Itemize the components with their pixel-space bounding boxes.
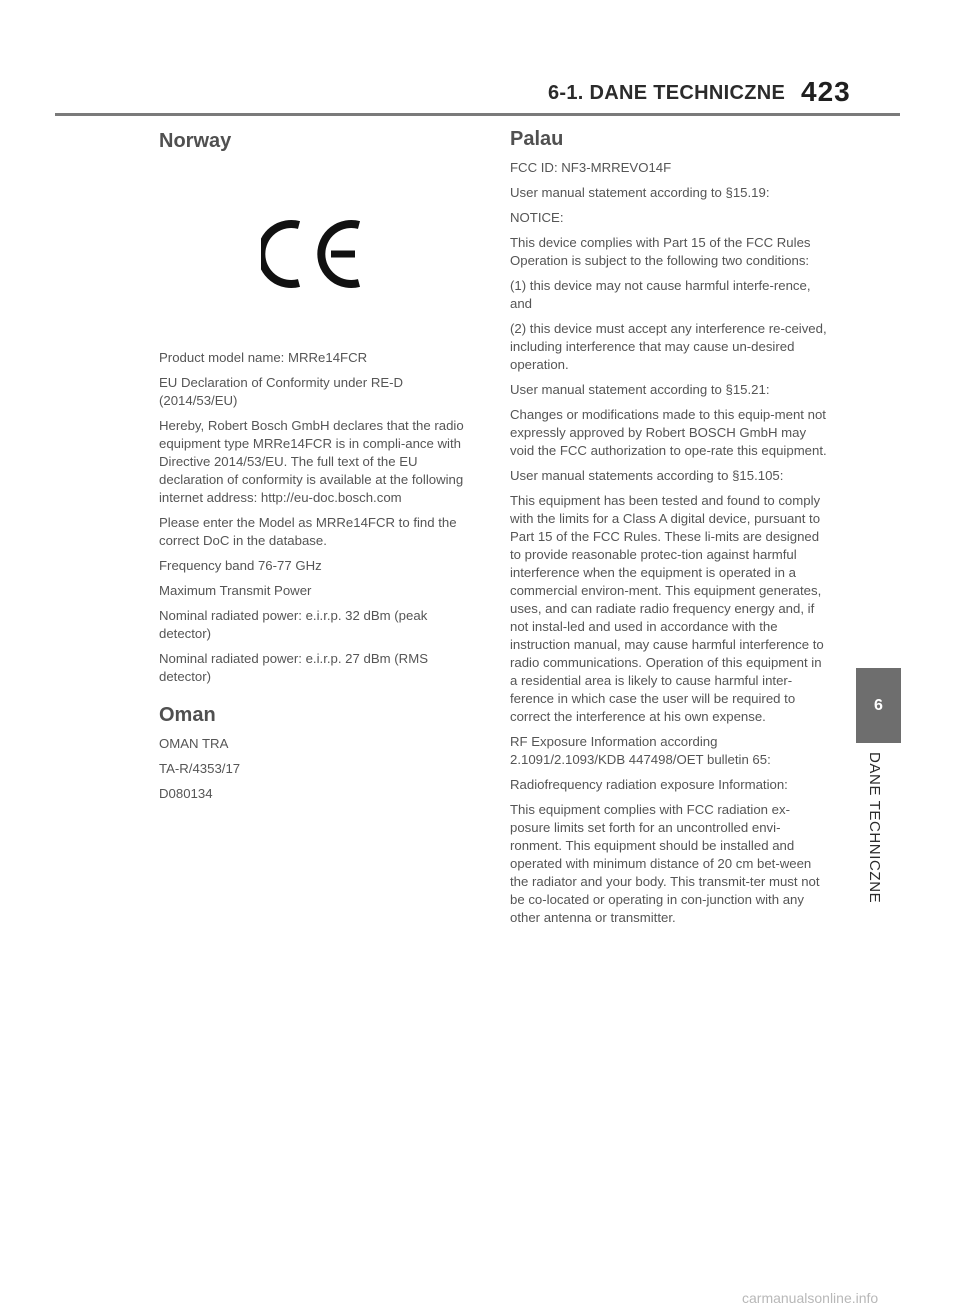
- palau-heading: Palau: [510, 128, 564, 150]
- norway-heading: Norway: [159, 130, 232, 152]
- palau-paragraph: User manual statements according to §15.105:: [510, 468, 784, 483]
- palau-paragraph: Radiofrequency radiation exposure Information:: [510, 777, 788, 792]
- oman-paragraph: TA-R/4353/17: [159, 761, 241, 776]
- norway-paragraph: Hereby, Robert Bosch GmbH declares that the radio equipment type MRRe14FCR is in compli-ance with Directive 2014/53/EU. The full text of the EU declaration of conformity is available at the following internet address: http://eu-doc.bosch.com: [159, 418, 464, 505]
- oman-heading: Oman: [159, 704, 216, 726]
- norway-paragraph: Please enter the Model as MRRe14FCR to find the correct DoC in the database.: [159, 515, 457, 548]
- palau-paragraph: RF Exposure Information according 2.1091/2.1093/KDB 447498/OET bulletin 65:: [510, 734, 771, 767]
- norway-paragraph: Nominal radiated power: e.i.r.p. 27 dBm (RMS detector): [159, 651, 428, 684]
- section-title: 6-1. DANE TECHNICZNE: [548, 82, 786, 104]
- norway-paragraph: EU Declaration of Conformity under RE-D (2014/53/EU): [159, 375, 404, 408]
- norway-paragraph: Maximum Transmit Power: [159, 583, 312, 598]
- right-column: [510, 128, 828, 934]
- palau-paragraph: This device complies with Part 15 of the FCC Rules Operation is subject to the following two conditions:: [510, 235, 811, 268]
- palau-paragraph: (1) this device may not cause harmful interfe-rence, and: [510, 278, 811, 311]
- chapter-number: 6: [874, 696, 883, 714]
- oman-paragraph: OMAN TRA: [159, 736, 229, 751]
- palau-paragraph: This equipment has been tested and found to comply with the limits for a Class A digital device, pursuant to Part 15 of the FCC Rules. These li-mits are designed to provide reasonable protec-tion against harmful interference when the equipment is operated in a commercial environ-ment. This equipment generates, uses, and can radiate radio frequency energy and, if not instal-led and used in accordance with the instruction manual, may cause harmful interference to radio communications. Operation of this equipment in a residential area is likely to cause harmful inter-ference in which case the user will be required to correct the interference at his own expense.: [510, 493, 824, 724]
- ce-mark-icon: [261, 219, 381, 289]
- palau-paragraph: This equipment complies with FCC radiation ex-posure limits set forth for an uncontrolled envi-ronment. This equipment should be installed and operated with minimum distance of 20 cm bet-ween the radiator and your body. This transmit-ter must not be co-located or operating in con-junction with any other antenna or transmitter.: [510, 802, 820, 925]
- palau-paragraph: Changes or modifications made to this equip-ment not expressly approved by Robert BOSCH GmbH may void the FCC authorization to ope-rate this equipment.: [510, 407, 827, 458]
- palau-paragraph: User manual statement according to §15.21:: [510, 382, 770, 397]
- chapter-label: DANE TECHNICZNE: [866, 752, 883, 904]
- palau-paragraph: NOTICE:: [510, 210, 564, 225]
- header-divider: [55, 113, 900, 116]
- norway-paragraph: Product model name: MRRe14FCR: [159, 350, 368, 365]
- palau-paragraph: (2) this device must accept any interference re-ceived, including interference that may cause un-desired operation.: [510, 321, 827, 372]
- chapter-tab[interactable]: [856, 668, 901, 743]
- norway-paragraph: Nominal radiated power: e.i.r.p. 32 dBm (peak detector): [159, 608, 428, 641]
- left-column: [159, 128, 479, 810]
- page-number: 423: [801, 76, 851, 107]
- norway-paragraph: Frequency band 76-77 GHz: [159, 558, 322, 573]
- palau-paragraph: User manual statement according to §15.19:: [510, 185, 770, 200]
- footer-watermark: carmanualsonline.info: [742, 1290, 879, 1306]
- palau-paragraph: FCC ID: NF3-MRREVO14F: [510, 160, 672, 175]
- oman-paragraph: D080134: [159, 786, 213, 801]
